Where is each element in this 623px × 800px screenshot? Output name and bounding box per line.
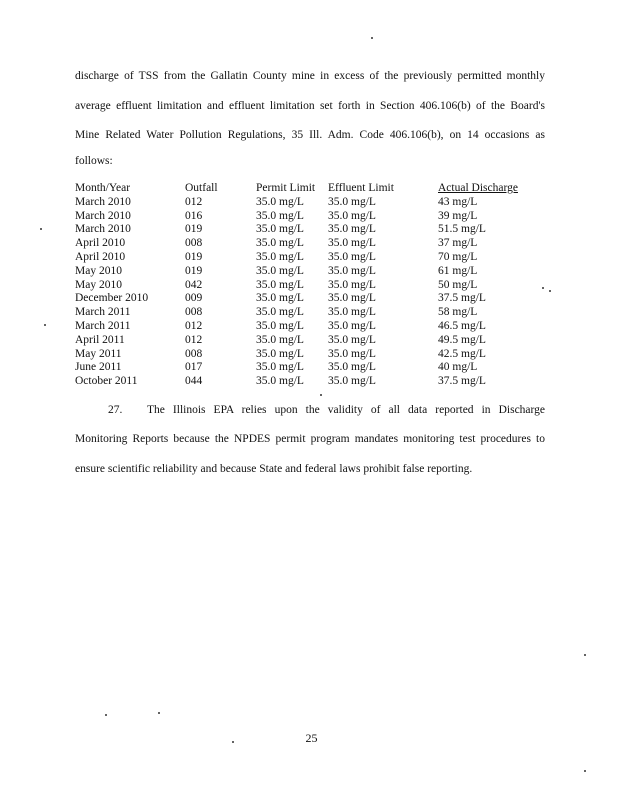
cell-outfall: 012 — [185, 319, 203, 332]
cell-actual-discharge: 49.5 mg/L — [438, 333, 486, 346]
table-row — [75, 237, 548, 251]
paragraph-number: 27. — [108, 404, 123, 416]
cell-outfall: 019 — [185, 223, 203, 236]
table-row — [75, 306, 548, 320]
cell-month-year: June 2011 — [75, 361, 122, 374]
paragraph-27-line-1: The Illinois EPA relies upon the validity of all data reported in Discharge — [147, 404, 545, 416]
table-row — [75, 251, 548, 265]
cell-permit-limit: 35.0 mg/L — [256, 250, 304, 263]
cell-actual-discharge: 37.5 mg/L — [438, 292, 486, 305]
cell-outfall: 009 — [185, 292, 203, 305]
cell-month-year: March 2011 — [75, 306, 131, 319]
cell-month-year: April 2010 — [75, 237, 126, 250]
scan-speck — [549, 290, 551, 292]
cell-actual-discharge: 70 mg/L — [438, 250, 478, 263]
cell-outfall: 008 — [185, 237, 203, 250]
table-row — [75, 320, 548, 334]
cell-effluent-limit: 35.0 mg/L — [328, 292, 376, 305]
paragraph-27-line-3: ensure scientific reliability and because State and federal laws prohibit false reporting. — [75, 463, 473, 475]
cell-actual-discharge: 50 mg/L — [438, 278, 478, 291]
cell-month-year: April 2011 — [75, 333, 125, 346]
cell-permit-limit: 35.0 mg/L — [256, 319, 304, 332]
header-effluent-limit: Effluent Limit — [328, 182, 394, 194]
cell-permit-limit: 35.0 mg/L — [256, 264, 304, 277]
cell-month-year: March 2010 — [75, 195, 131, 208]
cell-actual-discharge: 39 mg/L — [438, 209, 478, 222]
cell-effluent-limit: 35.0 mg/L — [328, 361, 376, 374]
cell-effluent-limit: 35.0 mg/L — [328, 209, 376, 222]
cell-permit-limit: 35.0 mg/L — [256, 223, 304, 236]
cell-effluent-limit: 35.0 mg/L — [328, 278, 376, 291]
cell-effluent-limit: 35.0 mg/L — [328, 223, 376, 236]
cell-permit-limit: 35.0 mg/L — [256, 195, 304, 208]
intro-line-4: follows: — [75, 155, 113, 167]
scan-speck — [371, 37, 373, 39]
cell-permit-limit: 35.0 mg/L — [256, 306, 304, 319]
cell-month-year: October 2011 — [75, 375, 138, 388]
cell-permit-limit: 35.0 mg/L — [256, 209, 304, 222]
cell-month-year: May 2010 — [75, 278, 122, 291]
table-row — [75, 223, 548, 237]
cell-permit-limit: 35.0 mg/L — [256, 292, 304, 305]
table-body — [75, 196, 548, 389]
cell-month-year: March 2011 — [75, 319, 131, 332]
cell-month-year: May 2010 — [75, 264, 122, 277]
paragraph-27-line-2: Monitoring Reports because the NPDES permit program mandates monitoring test procedures to — [75, 433, 545, 445]
scan-speck — [232, 741, 234, 743]
cell-month-year: March 2010 — [75, 223, 131, 236]
cell-effluent-limit: 35.0 mg/L — [328, 264, 376, 277]
header-actual-discharge: Actual Discharge — [438, 182, 518, 194]
cell-permit-limit: 35.0 mg/L — [256, 278, 304, 291]
table-row — [75, 196, 548, 210]
cell-actual-discharge: 61 mg/L — [438, 264, 478, 277]
cell-month-year: March 2010 — [75, 209, 131, 222]
cell-outfall: 019 — [185, 250, 203, 263]
scan-speck — [320, 394, 322, 396]
cell-effluent-limit: 35.0 mg/L — [328, 195, 376, 208]
cell-actual-discharge: 37.5 mg/L — [438, 375, 486, 388]
cell-outfall: 008 — [185, 347, 203, 360]
scan-speck — [584, 770, 586, 772]
cell-outfall: 016 — [185, 209, 203, 222]
cell-effluent-limit: 35.0 mg/L — [328, 237, 376, 250]
cell-outfall: 019 — [185, 264, 203, 277]
scan-speck — [584, 654, 586, 656]
table-row — [75, 292, 548, 306]
table-row — [75, 265, 548, 279]
cell-actual-discharge: 42.5 mg/L — [438, 347, 486, 360]
page-number: 25 — [305, 731, 318, 745]
scan-speck — [158, 712, 160, 714]
cell-actual-discharge: 37 mg/L — [438, 237, 478, 250]
cell-outfall: 008 — [185, 306, 203, 319]
scan-speck — [105, 714, 107, 716]
cell-month-year: December 2010 — [75, 292, 149, 305]
table-row — [75, 361, 548, 375]
cell-actual-discharge: 58 mg/L — [438, 306, 478, 319]
cell-permit-limit: 35.0 mg/L — [256, 375, 304, 388]
intro-line-2: average effluent limitation and effluent limitation set forth in Section 406.106(b) of the Board's — [75, 100, 545, 112]
cell-permit-limit: 35.0 mg/L — [256, 361, 304, 374]
intro-line-1: discharge of TSS from the Gallatin County mine in excess of the previously permitted monthly — [75, 70, 545, 82]
table-row — [75, 279, 548, 293]
cell-effluent-limit: 35.0 mg/L — [328, 306, 376, 319]
cell-actual-discharge: 46.5 mg/L — [438, 319, 486, 332]
cell-outfall: 017 — [185, 361, 203, 374]
scan-speck — [542, 287, 544, 289]
table-row — [75, 210, 548, 224]
cell-permit-limit: 35.0 mg/L — [256, 237, 304, 250]
cell-permit-limit: 35.0 mg/L — [256, 347, 304, 360]
cell-effluent-limit: 35.0 mg/L — [328, 319, 376, 332]
header-outfall: Outfall — [185, 182, 218, 194]
cell-permit-limit: 35.0 mg/L — [256, 333, 304, 346]
cell-outfall: 012 — [185, 333, 203, 346]
cell-actual-discharge: 40 mg/L — [438, 361, 478, 374]
cell-outfall: 042 — [185, 278, 203, 291]
scan-speck — [44, 324, 46, 326]
cell-month-year: April 2010 — [75, 250, 126, 263]
intro-line-3: Mine Related Water Pollution Regulations, 35 Ill. Adm. Code 406.106(b), on 14 occasions as — [75, 129, 545, 141]
cell-month-year: May 2011 — [75, 347, 122, 360]
header-month-year: Month/Year — [75, 182, 131, 194]
cell-effluent-limit: 35.0 mg/L — [328, 250, 376, 263]
cell-outfall: 044 — [185, 375, 203, 388]
cell-actual-discharge: 43 mg/L — [438, 195, 478, 208]
table-header-row — [75, 182, 548, 196]
scan-speck — [40, 228, 42, 230]
cell-effluent-limit: 35.0 mg/L — [328, 375, 376, 388]
cell-effluent-limit: 35.0 mg/L — [328, 347, 376, 360]
table-row — [75, 375, 548, 389]
cell-outfall: 012 — [185, 195, 203, 208]
table-row — [75, 334, 548, 348]
header-permit-limit: Permit Limit — [256, 182, 316, 194]
discharge-table — [75, 182, 548, 389]
table-row — [75, 348, 548, 362]
cell-effluent-limit: 35.0 mg/L — [328, 333, 376, 346]
cell-actual-discharge: 51.5 mg/L — [438, 223, 486, 236]
